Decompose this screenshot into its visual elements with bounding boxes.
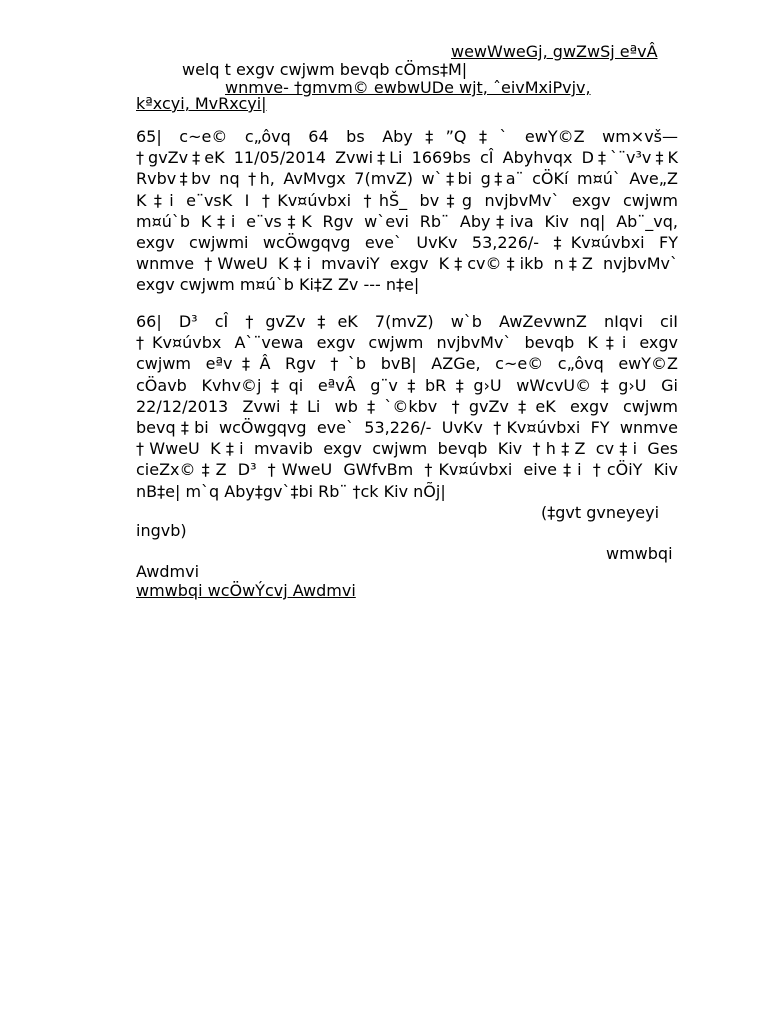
paragraph-65-line: †gvZv‡eK 11/05/2014 Zvwi‡Li 1669bs cÎ Abyhvqx D‡`¨v³v‡K <box>136 148 678 168</box>
header-account-line2: kªxcyi, MvRxcyi| <box>136 94 267 113</box>
paragraph-66-line: cieZx©‡Z D³ †WweU GWfvBm †Kv¤úvbxi eive‡i †cÖiY Kiv <box>136 460 678 480</box>
paragraph-65-line: m¤ú`b K‡i e¨vs‡K Rgv w`evi Rb¨ Aby‡iva Kiv nq| Ab¨_vq, <box>136 211 678 231</box>
paragraph-65-line: wnmve †WweU K‡i mvaviY exgv K‡cv©‡ikb n‡Z nvjbvMv` <box>136 254 678 274</box>
signature-designation-part2: Awdmvi <box>136 562 200 581</box>
paragraph-65 <box>136 126 678 296</box>
paragraph-66-line: 66| D³ cÎ †gvZv‡eK 7(mvZ) w`b AwZevwnZ nIqvi ciI <box>136 312 678 331</box>
paragraph-65-line: K‡i e¨vsK I †Kv¤úvbxi †hŠ_ bv‡g nvjbvMv` exgv cwjwm <box>136 190 678 210</box>
header-account-line1: wnmve- †gmvm© ewbwUDe wjt, ˆeivMxiPvjv, <box>225 78 591 97</box>
paragraph-65-last-line: exgv cwjwm m¤ú`b Ki‡Z Zv --- n‡e| <box>136 275 420 295</box>
paragraph-66-line: cwjwm eªv‡Â Rgv †`b bvB| AZGe, c~e© c„ôvq ewY©Z <box>136 354 678 374</box>
paragraph-65-line: 65| c~e© c„ôvq 64 bs Aby‡”Q‡` ewY©Z wm×vš— <box>136 127 678 146</box>
signature-name-part2: ingvb) <box>136 521 187 540</box>
paragraph-66-last-line: nB‡e| m`q Aby‡gv`‡bi Rb¨ †ck Kiv nÕj| <box>136 481 446 501</box>
paragraph-66-line: †Kv¤úvbx A`¨vewa exgv cwjwm nvjbvMv` bevqb K‡i exgv <box>136 333 678 353</box>
paragraph-66 <box>136 311 678 502</box>
paragraph-65-line: Rvbv‡bv nq †h, AvMvgx 7(mvZ) w`‡bi g‡a¨ cÖKí m¤ú` Ave„Z <box>136 169 678 189</box>
signature-department: wmwbqi wcÖwÝcvj Awdmvi <box>136 581 356 600</box>
paragraph-66-line: †WweU K‡i mvavib exgv cwjwm bevqb Kiv †h‡Z cv‡i Ges <box>136 439 678 459</box>
paragraph-66-line: 22/12/2013 Zvwi‡Li wb‡`©kbv †gvZv‡eK exgv cwjwm <box>136 396 678 416</box>
paragraph-66-line: bevq‡bi wcÖwgqvg eve` 53,226/- UvKv †Kv¤úvbxi FY wnmve <box>136 418 678 438</box>
paragraph-66-line: cÖavb Kvhv©j‡qi eªvÂ g¨v‡bR‡g›U wWcvU©‡g›U Gi <box>136 375 678 395</box>
header-subject: welq t exgv cwjwm bevqb cÖms‡M| <box>182 60 468 79</box>
signature-name-part1: (‡gvt gvneyeyi <box>541 503 660 522</box>
signature-designation-part1: wmwbqi <box>606 544 673 563</box>
paragraph-65-line: exgv cwjwmi wcÖwgqvg eve` UvKv 53,226/- ‡Kv¤úvbxi FY <box>136 233 678 253</box>
header-recipient: wewWweGj, gwZwSj eªvÂ <box>451 42 658 61</box>
